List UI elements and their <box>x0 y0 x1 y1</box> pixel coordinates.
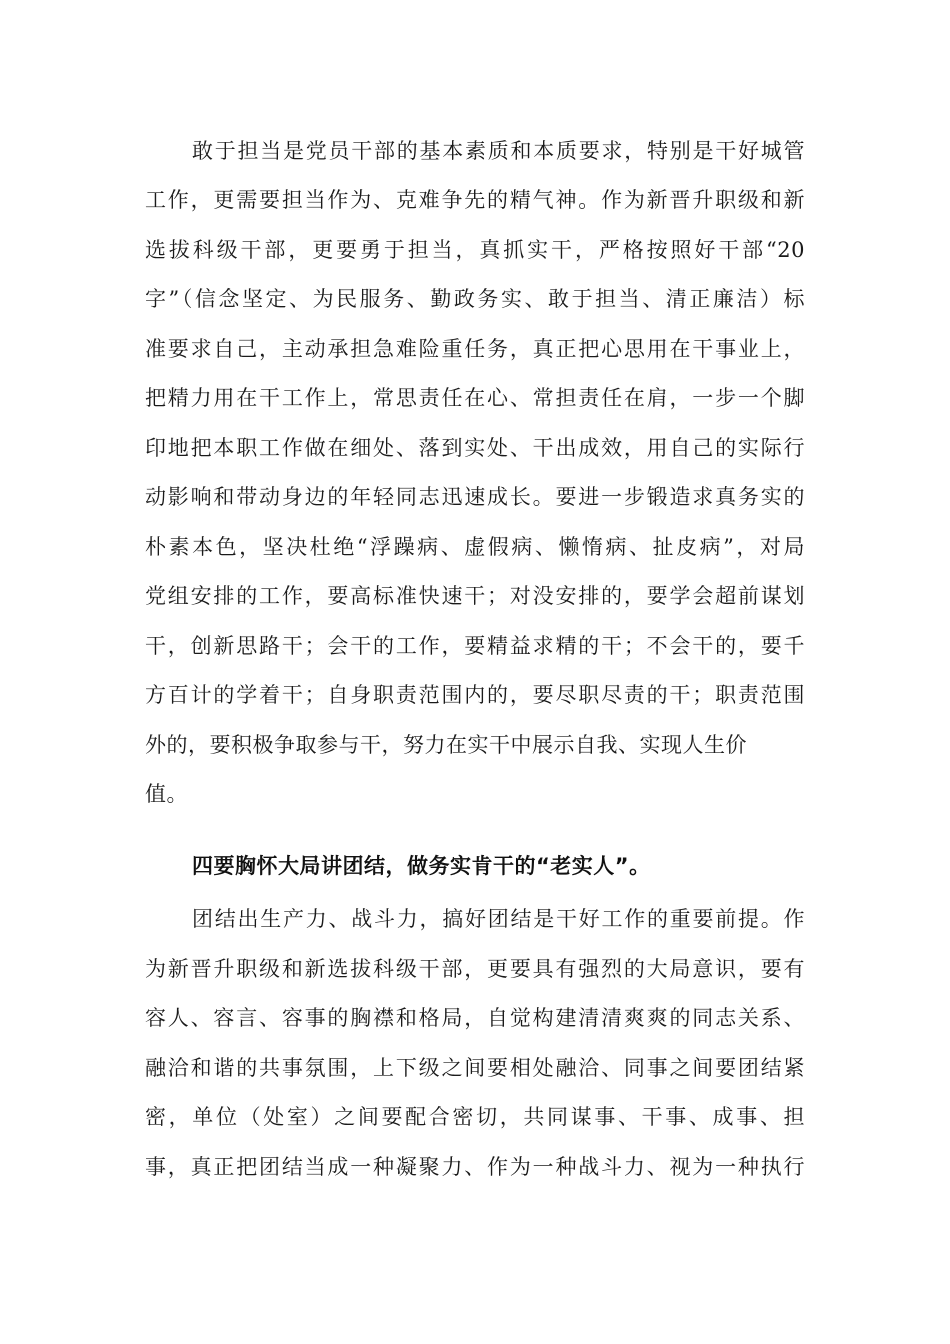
paragraph-1-line-13: 外的，要积极争取参与干，努力在实干中展示自我、实现人生价 <box>145 733 747 757</box>
paragraph-1-line-8: 动影响和带动身边的年轻同志迅速成长。要进一步锻造求真务实的 <box>145 485 805 509</box>
paragraph-2-line-5: 密，单位（处室）之间要配合密切，共同谋事、干事、成事、担 <box>145 1105 805 1129</box>
paragraph-2-line-2: 为新晋升职级和新选拔科级干部，更要具有强烈的大局意识，要有 <box>145 957 805 981</box>
paragraph-2-line-6: 事，真正把团结当成一种凝聚力、作为一种战斗力、视为一种执行 <box>145 1155 805 1179</box>
paragraph-1-line-10: 党组安排的工作，要高标准快速干；对没安排的，要学会超前谋划 <box>145 584 805 608</box>
section-heading: 四要胸怀大局讲团结，做务实肯干的“老实人”。 <box>192 854 651 878</box>
paragraph-2-line-1: 团结出生产力、战斗力，搞好团结是干好工作的重要前提。作 <box>192 907 805 931</box>
paragraph-1-line-6: 把精力用在干工作上，常思责任在心、常担责任在肩，一步一个脚 <box>145 386 805 410</box>
paragraph-1-line-4: 字”（信念坚定、为民服务、勤政务实、敢于担当、清正廉洁）标 <box>145 287 805 311</box>
paragraph-1-line-5: 准要求自己，主动承担急难险重任务，真正把心思用在干事业上， <box>145 337 805 361</box>
paragraph-1-line-1: 敢于担当是党员干部的基本素质和本质要求，特别是干好城管 <box>192 139 805 163</box>
paragraph-2-line-3: 容人、容言、容事的胸襟和格局，自觉构建清清爽爽的同志关系、 <box>145 1006 805 1030</box>
paragraph-1-line-3: 选拔科级干部，更要勇于担当，真抓实干，严格按照好干部“20 <box>145 238 805 262</box>
paragraph-1-line-12: 方百计的学着干；自身职责范围内的，要尽职尽责的干；职责范围 <box>145 683 805 707</box>
paragraph-1-line-7: 印地把本职工作做在细处、落到实处、干出成效，用自己的实际行 <box>145 436 805 460</box>
paragraph-1-line-2: 工作，更需要担当作为、克难争先的精气神。作为新晋升职级和新 <box>145 188 805 212</box>
paragraph-1-line-11: 干，创新思路干；会干的工作，要精益求精的干；不会干的，要千 <box>145 634 805 658</box>
paragraph-1-line-14: 值。 <box>145 782 188 806</box>
paragraph-1-line-9: 朴素本色，坚决杜绝“浮躁病、虚假病、懒惰病、扯皮病”，对局 <box>145 535 805 559</box>
paragraph-2-line-4: 融洽和谐的共事氛围，上下级之间要相处融洽、同事之间要团结紧 <box>145 1056 805 1080</box>
